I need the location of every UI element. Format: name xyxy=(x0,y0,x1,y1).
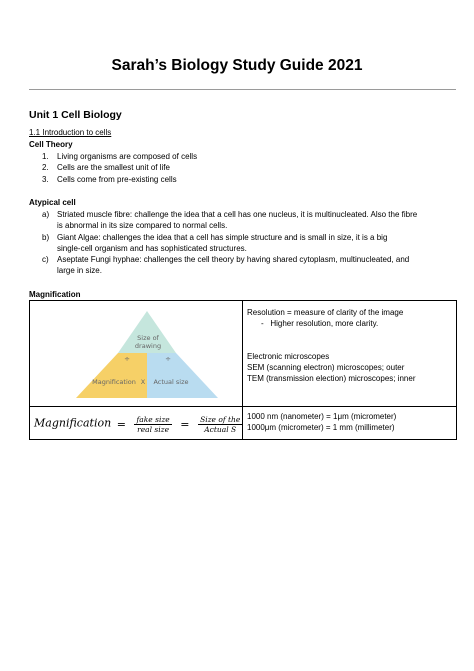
formula-fraction-2: $\frac{\text{Size of the}}{\text{Actual S}}$ xyxy=(200,415,241,434)
tem-line: TEM (transmission election) microscopes; inner xyxy=(247,374,416,383)
formula-equals: = xyxy=(116,418,126,431)
magnification-heading: Magnification xyxy=(29,290,81,299)
formula-fraction-1: $\frac{\text{fake size}}{\text{real size}}$ xyxy=(136,415,170,434)
subsection-heading: 1.1 Introduction to cells xyxy=(29,128,112,137)
list-item: c) Aseptate Fungi hyphae: challenges the cell theory by having shared cytoplasm, multinucleated, and large in size. xyxy=(42,255,410,276)
cell-theory-list xyxy=(29,151,197,185)
sem-line: SEM (scanning electron) microscopes; outer xyxy=(247,363,405,372)
units-cell xyxy=(243,407,457,440)
cell-theory-heading: Cell Theory xyxy=(29,140,73,149)
atypical-cell-heading: Atypical cell xyxy=(29,198,76,207)
resolution-bullet: - Higher resolution, more clarity. xyxy=(261,319,379,328)
triangle-top-label: Size of xyxy=(137,334,159,342)
triangle-multiply-mark: X xyxy=(140,378,146,386)
resolution-definition: Resolution = measure of clarity of the image xyxy=(247,308,404,317)
page-title: Sarah’s Biology Study Guide 2021 xyxy=(111,57,363,74)
triangle-left-label: Magnification xyxy=(92,378,136,386)
formula-equals-2: = xyxy=(180,418,190,431)
triangle-top-label-2: drawing xyxy=(134,342,162,350)
magnification-triangle-diagram xyxy=(30,301,242,404)
units-line-1: 1000 nm (nanometer) = 1μm (micrometer) xyxy=(247,412,397,421)
triangle-right-label: Actual size xyxy=(153,378,189,386)
triangle-division-mark-left: ÷ xyxy=(124,355,130,363)
formula-lhs: Magnification xyxy=(34,416,112,430)
resolution-cell xyxy=(243,301,457,407)
magnification-table xyxy=(29,300,457,440)
microscopes-heading: Electronic microscopes xyxy=(247,352,330,361)
list-item: 1. Living organisms are composed of cells xyxy=(42,152,198,161)
list-item: a) Striated muscle fibre: challenge the idea that a cell has one nucleus, it is multinucleated. Also the fibre is abnormal in its size compared to normal cells. xyxy=(42,210,418,231)
units-line-2: 1000μm (micrometer) = 1 mm (millimeter) xyxy=(247,423,395,432)
atypical-cell-list xyxy=(29,209,454,277)
triangle-cell xyxy=(30,301,243,407)
formula-cell xyxy=(30,407,243,440)
triangle-left-section xyxy=(76,353,147,398)
triangle-division-mark-right: ÷ xyxy=(165,355,171,363)
unit-heading: Unit 1 Cell Biology xyxy=(29,109,122,121)
magnification-formula xyxy=(34,415,243,434)
list-item: 2. Cells are the smallest unit of life xyxy=(42,163,170,173)
list-item: b) Giant Algae: challenges the idea that a cell has simple structure and is small in size, it is a big single-cell organism and has sophisticated structures. xyxy=(42,232,388,253)
triangle-right-section xyxy=(147,353,218,398)
list-item: 3. Cells come from pre-existing cells xyxy=(42,174,177,184)
title-divider xyxy=(29,89,456,90)
